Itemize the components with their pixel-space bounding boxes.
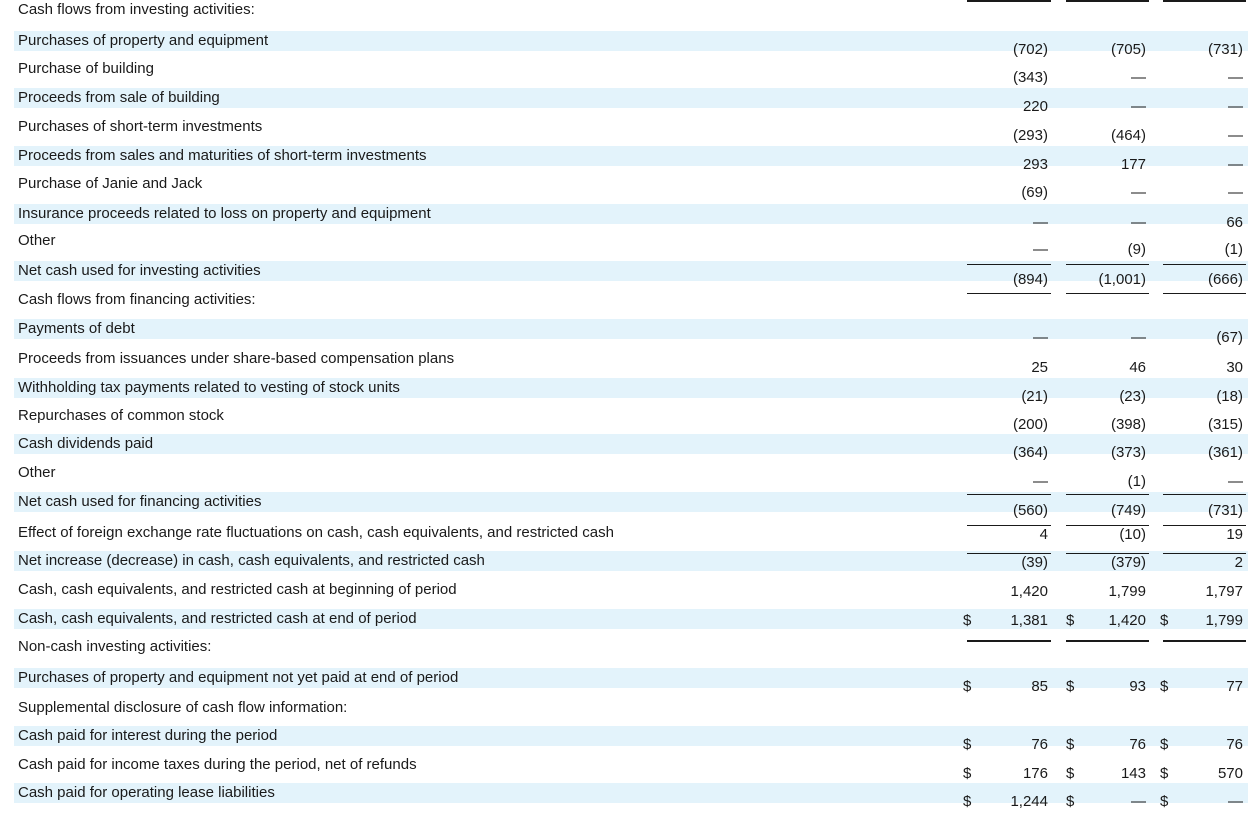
cell-value-2: — [1131,184,1146,201]
cell-value-3: 66 [1226,214,1243,231]
cell-value-1: 25 [1031,359,1048,376]
cell-value-1: 4 [1039,526,1048,543]
row-label: Cash, cash equivalents, and restricted cash at end of period [18,610,417,627]
row-label: Supplemental disclosure of cash flow information: [18,699,348,716]
row-label: Payments of debt [18,320,135,337]
table-row [14,261,1248,281]
row-label: Net cash used for financing activities [18,493,262,510]
table-row [14,88,1248,108]
cell-value-2: (705) [1110,41,1146,58]
currency-symbol: $ [963,612,972,629]
cell-value-3: — [1228,69,1243,86]
cell-value-1: (293) [1012,127,1048,144]
row-label: Purchase of building [18,60,154,77]
table-row [14,523,1248,543]
table-row [14,146,1248,166]
cell-value-3: (731) [1207,41,1243,58]
cell-value-3: — [1228,127,1243,144]
underline-rule [1066,494,1149,495]
cell-value-2: (9) [1127,241,1146,258]
table-row [14,492,1248,512]
row-label: Effect of foreign exchange rate fluctuations on cash, cash equivalents, and restricted cash [18,524,614,541]
cell-value-1: — [1033,473,1048,490]
currency-symbol: $ [1066,736,1075,753]
table-row [14,434,1248,454]
cell-value-1: 1,420 [1010,583,1048,600]
row-label: Purchases of property and equipment [18,32,269,49]
row-label: Cash, cash equivalents, and restricted cash at beginning of period [18,581,457,598]
currency-symbol: $ [1160,736,1169,753]
underline-rule [1163,264,1246,265]
table-row [14,668,1248,688]
currency-symbol: $ [1160,612,1169,629]
cell-value-2: — [1131,329,1146,346]
cell-value-3: 1,797 [1205,583,1243,600]
table-row [14,378,1248,398]
cell-value-2: (464) [1110,127,1146,144]
table-row [14,637,1248,657]
cell-value-3: 77 [1226,678,1243,695]
underline-rule [967,264,1051,265]
cell-value-3: — [1228,156,1243,173]
underline-rule [1163,525,1246,526]
row-label: Net increase (decrease) in cash, cash equivalents, and restricted cash [18,552,485,569]
cell-value-3: (666) [1207,271,1243,288]
table-row [14,551,1248,571]
cell-value-2: — [1131,793,1146,810]
cell-value-1: (200) [1012,416,1048,433]
row-label: Repurchases of common stock [18,407,224,424]
cell-value-3: 30 [1226,359,1243,376]
table-row [14,580,1248,600]
cell-value-1: 1,244 [1010,793,1048,810]
cell-value-2: 76 [1129,736,1146,753]
underline-rule [967,525,1051,526]
cell-value-2: (10) [1119,526,1146,543]
cell-value-2: 177 [1120,156,1146,173]
cell-value-2: (373) [1110,444,1146,461]
cell-value-3: (361) [1207,444,1243,461]
table-row [14,319,1248,339]
cell-value-1: 176 [1022,765,1048,782]
cell-value-3: 76 [1226,736,1243,753]
table-row [14,0,1248,20]
row-label: Proceeds from sale of building [18,89,220,106]
cell-value-1: (560) [1012,502,1048,519]
cell-value-1: (69) [1021,184,1048,201]
cell-value-1: — [1033,214,1048,231]
cell-value-1: 293 [1022,156,1048,173]
underline-rule [967,494,1051,495]
row-label: Cash paid for income taxes during the period, net of refunds [18,756,417,773]
underline-rule [967,553,1051,554]
cell-value-3: (1) [1224,241,1243,258]
row-label: Proceeds from sales and maturities of short-term investments [18,147,427,164]
row-label: Cash paid for interest during the period [18,727,278,744]
cell-value-1: (39) [1021,554,1048,571]
currency-symbol: $ [963,736,972,753]
currency-symbol: $ [963,793,972,810]
cell-value-3: (18) [1216,388,1243,405]
cell-value-2: — [1131,214,1146,231]
table-row [14,117,1248,137]
cell-value-2: 1,420 [1108,612,1146,629]
underline-rule [1163,0,1246,2]
row-label: Purchases of short-term investments [18,118,263,135]
row-label: Other [18,232,56,249]
cell-value-3: (67) [1216,329,1243,346]
cell-value-1: (364) [1012,444,1048,461]
cell-value-2: (1,001) [1098,271,1146,288]
underline-rule [1163,293,1246,294]
underline-rule [1066,553,1149,554]
underline-rule [1066,525,1149,526]
cell-value-1: — [1033,329,1048,346]
row-label: Proceeds from issuances under share-based compensation plans [18,350,455,367]
underline-rule [1066,293,1149,294]
table-row [14,609,1248,629]
underline-rule [1163,553,1246,554]
cell-value-3: — [1228,98,1243,115]
cell-value-3: — [1228,473,1243,490]
table-row [14,349,1248,369]
cell-value-3: 2 [1234,554,1243,571]
currency-symbol: $ [1066,765,1075,782]
row-label: Net cash used for investing activities [18,262,261,279]
underline-rule [1066,264,1149,265]
underline-rule [1163,640,1246,642]
cell-value-2: (1) [1127,473,1146,490]
table-row [14,463,1248,483]
cell-value-2: 1,799 [1108,583,1146,600]
row-label: Cash dividends paid [18,435,154,452]
row-label: Purchases of property and equipment not yet paid at end of period [18,669,459,686]
table-row [14,31,1248,51]
cell-value-1: 85 [1031,678,1048,695]
table-row [14,231,1248,251]
cell-value-3: (731) [1207,502,1243,519]
cell-value-2: (379) [1110,554,1146,571]
cell-value-2: 93 [1129,678,1146,695]
cell-value-2: — [1131,98,1146,115]
table-row [14,783,1248,803]
row-label: Cash flows from financing activities: [18,291,256,308]
row-label: Cash paid for operating lease liabilities [18,784,275,801]
cell-value-2: 46 [1129,359,1146,376]
underline-rule [1066,0,1149,2]
cell-value-1: (343) [1012,69,1048,86]
row-label: Purchase of Janie and Jack [18,175,203,192]
underline-rule [967,640,1051,642]
currency-symbol: $ [1066,793,1075,810]
cell-value-1: — [1033,241,1048,258]
row-label: Insurance proceeds related to loss on property and equipment [18,205,431,222]
underline-rule [1066,640,1149,642]
cell-value-1: (21) [1021,388,1048,405]
currency-symbol: $ [1066,612,1075,629]
cell-value-1: 220 [1022,98,1048,115]
cell-value-3: 1,799 [1205,612,1243,629]
table-row [14,290,1248,310]
row-label: Withholding tax payments related to vesting of stock units [18,379,400,396]
table-row [14,726,1248,746]
cell-value-3: (315) [1207,416,1243,433]
cell-value-1: (702) [1012,41,1048,58]
currency-symbol: $ [1160,765,1169,782]
cell-value-3: — [1228,184,1243,201]
cell-value-2: (23) [1119,388,1146,405]
row-label: Non-cash investing activities: [18,638,212,655]
underline-rule [967,293,1051,294]
cell-value-3: — [1228,793,1243,810]
underline-rule [1163,494,1246,495]
underline-rule [967,0,1051,2]
cell-value-3: 19 [1226,526,1243,543]
currency-symbol: $ [1066,678,1075,695]
cell-value-1: 76 [1031,736,1048,753]
cell-value-3: 570 [1217,765,1243,782]
table-row [14,755,1248,775]
cell-value-2: (398) [1110,416,1146,433]
row-label: Cash flows from investing activities: [18,1,255,18]
table-row [14,59,1248,79]
table-row [14,698,1248,718]
cell-value-2: 143 [1120,765,1146,782]
cell-value-1: (894) [1012,271,1048,288]
table-row [14,406,1248,426]
currency-symbol: $ [1160,678,1169,695]
cell-value-2: — [1131,69,1146,86]
currency-symbol: $ [1160,793,1169,810]
table-row [14,204,1248,224]
cell-value-1: 1,381 [1010,612,1048,629]
row-label: Other [18,464,56,481]
currency-symbol: $ [963,678,972,695]
currency-symbol: $ [963,765,972,782]
table-row [14,174,1248,194]
cell-value-2: (749) [1110,502,1146,519]
